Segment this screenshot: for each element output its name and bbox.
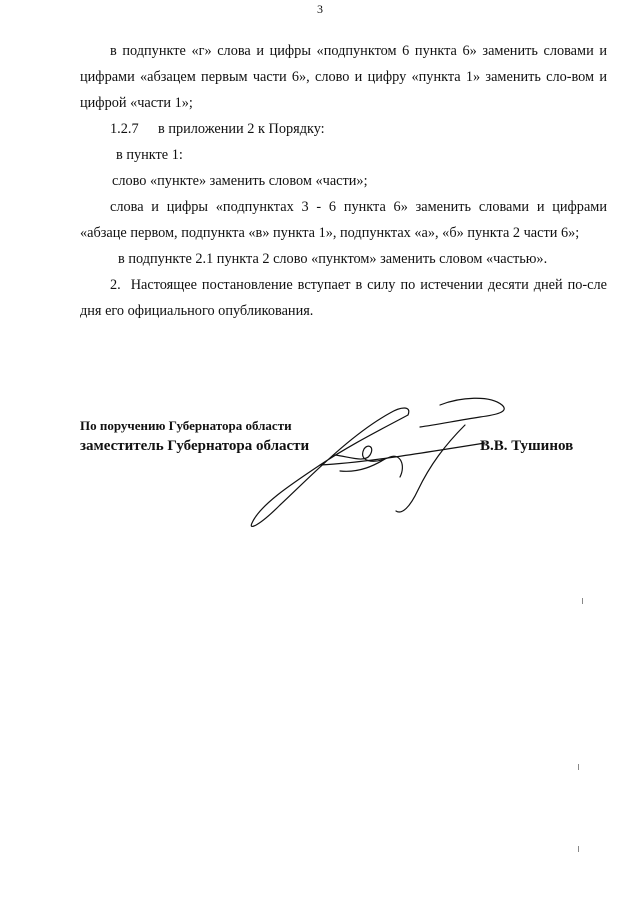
item-number: 1.2.7 [110, 121, 139, 137]
paragraph-point-1: в пункте 1: [116, 147, 183, 163]
scan-speck [582, 598, 583, 604]
paragraph-word-replace: слово «пункте» заменить словом «части»; [112, 173, 368, 189]
signatory-name: В.В. Тушинов [480, 438, 574, 454]
item-text: Настоящее постановление вступает в силу по истечении десяти дней по-сле дня его официального опубликования. [80, 277, 607, 319]
scan-speck [578, 764, 579, 770]
paragraph-subitem-2-1: в подпункте 2.1 пункта 2 слово «пунктом» заменить словом «частью». [118, 251, 548, 267]
paragraph-words-digits: слова и цифры «подпунктах 3 - 6 пункта 6» заменить словами и цифрами «абзаце первом, подпункта «в» пункта 1», подпунктах «а», «б» пункта 2 части 6»; [80, 199, 607, 241]
paragraph-subitem-g: в подпункте «г» слова и цифры «подпунктом 6 пункта 6» заменить словами и цифрами «абзацем первым части 6», слово и цифру «пункта 1» заменить сло-вом и цифрой «части 1»; [80, 43, 607, 111]
paragraph-effective-date [80, 272, 607, 324]
signatory-authority: По поручению Губернатора области [80, 418, 292, 433]
item-text: в приложении 2 к Порядку: [158, 121, 325, 137]
page-number: 3 [317, 2, 323, 16]
paragraph-1-2-7 [80, 116, 607, 142]
handwritten-signature [240, 385, 530, 535]
item-number: 2. [110, 277, 121, 293]
scan-speck [578, 846, 579, 852]
signatory-title: заместитель Губернатора области [80, 438, 310, 454]
document-body [80, 38, 607, 324]
